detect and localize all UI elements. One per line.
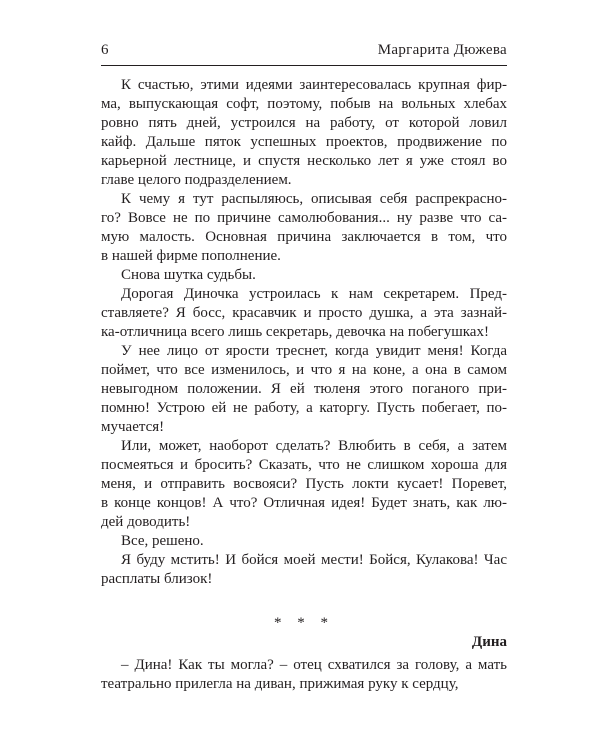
text-line: го? Вовсе не по причине самолюбования... ну разве что са- <box>101 210 507 226</box>
paragraph <box>101 532 507 551</box>
paragraph <box>101 551 507 589</box>
paragraph <box>101 285 507 342</box>
chapter-heading: Дина <box>471 634 507 650</box>
text-line: У нее лицо от ярости треснет, когда увидит меня! Когда <box>121 343 507 359</box>
body-text <box>101 76 507 589</box>
text-line: кайф. Дальше пяток успешных проектов, продвижение по <box>101 134 507 150</box>
paragraph <box>101 342 507 437</box>
text-line: меня, и отправить восвояси? Пусть локти кусает! Поревет, <box>101 476 507 492</box>
paragraph <box>101 437 507 532</box>
text-line: помню! Устрою ей не работу, а каторгу. Пусть побегает, по- <box>101 400 507 416</box>
text-line: невыгодном положении. Я ей тюленя этого поганого при- <box>101 381 507 397</box>
text-line: ма, выпускающая софт, поэтому, побыв на вольных хлебах <box>101 96 507 112</box>
text-line: Дорогая Диночка устроилась к нам секретарем. Пред- <box>121 286 507 302</box>
running-head-author: Маргарита Дюжева <box>377 42 507 58</box>
text-line: расплаты близок! <box>101 571 213 587</box>
text-line: главе целого подразделением. <box>101 172 292 188</box>
header-rule <box>101 65 507 66</box>
text-line: К счастью, этими идеями заинтересовалась крупная фир- <box>121 77 507 93</box>
text-line: мую малость. Основная причина заключается в том, что <box>101 229 507 245</box>
page-number: 6 <box>101 42 109 58</box>
section-separator: * * * <box>274 615 334 631</box>
text-line: Я буду мстить! И бойся моей мести! Бойся, Кулакова! Час <box>121 552 507 568</box>
text-line: дей доводить! <box>101 514 191 530</box>
text-line: поймет, что все изменилось, и что я на коне, а она в самом <box>101 362 507 378</box>
text-line: ровно пять дней, устроился на работу, от которой ловил <box>101 115 507 131</box>
text-line: ставляете? Я босс, красавчик и просто душка, а эта зазнай- <box>101 305 507 321</box>
paragraph <box>101 266 507 285</box>
paragraph <box>101 76 507 190</box>
text-line: в нашей фирме пополнение. <box>101 248 281 264</box>
text-line: ка-отличница всего лишь секретарь, девочка на побегушках! <box>101 324 489 340</box>
text-line: театрально прилегла на диван, прижимая руку к сердцу, <box>101 676 459 692</box>
paragraph <box>101 190 507 266</box>
tail-paragraph <box>101 656 507 694</box>
paragraph <box>101 656 507 694</box>
text-line: в конце концов! А что? Отличная идея! Будет знать, как лю- <box>101 495 507 511</box>
text-line: Снова шутка судьбы. <box>121 267 256 283</box>
text-line: Или, может, наоборот сделать? Влюбить в себя, а затем <box>121 438 507 454</box>
page-header <box>101 42 507 64</box>
text-line: карьерной лестнице, и спустя несколько лет я уже стоял во <box>101 153 507 169</box>
text-line: мучается! <box>101 419 165 435</box>
text-line: Все, решено. <box>121 533 204 549</box>
text-line: К чему я тут распыляюсь, описывая себя распрекрасно- <box>121 191 507 207</box>
text-line: – Дина! Как ты могла? – отец схватился за голову, а мать <box>121 657 507 673</box>
text-line: посмеяться и бросить? Сказать, что не слишком хороша для <box>101 457 507 473</box>
